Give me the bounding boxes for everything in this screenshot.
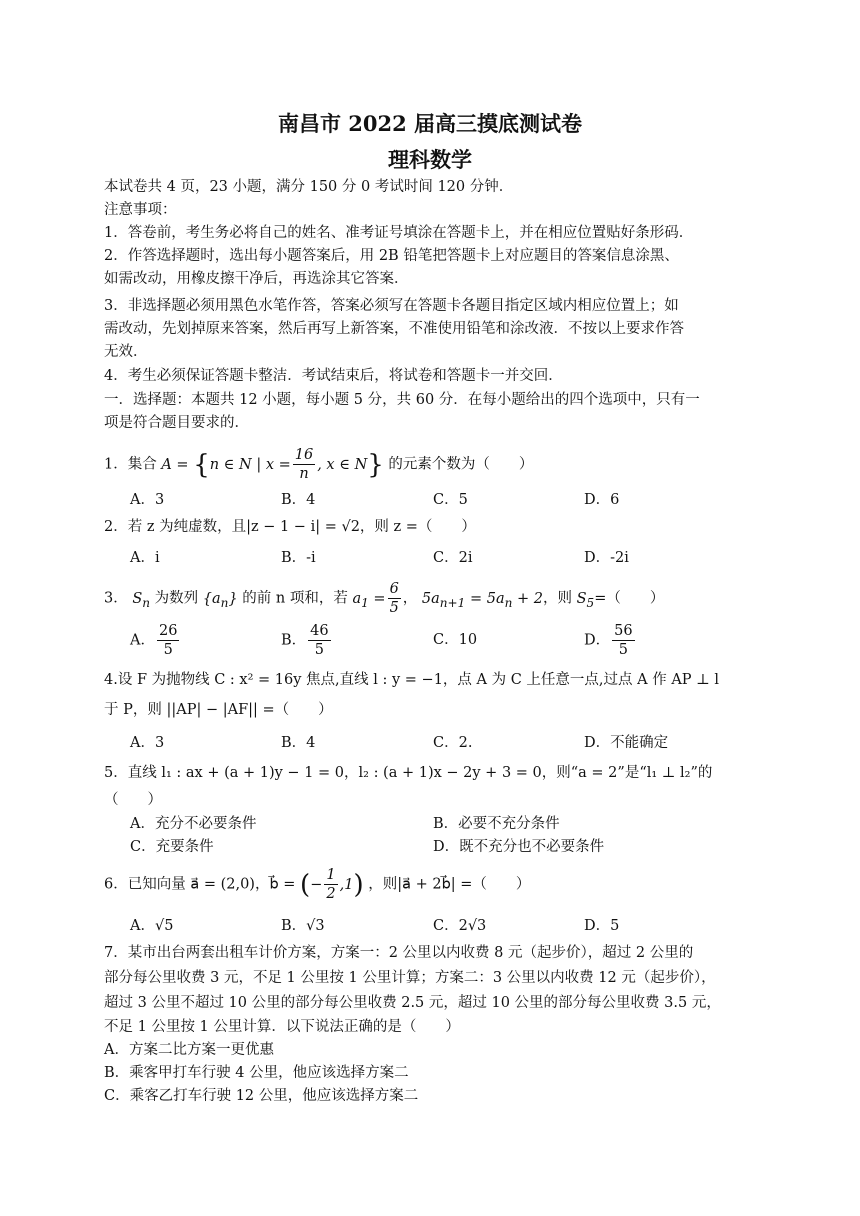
q2-option-d[interactable]: D．-2i: [584, 550, 629, 566]
question-7-line: 不足 1 公里按 1 公里计算．以下说法正确的是（ ）: [104, 1019, 460, 1035]
q3-text: 的前 n 项和，若: [242, 590, 348, 607]
q7-option-b[interactable]: B．乘客甲打车行驶 4 公里，他应该选择方案二: [104, 1065, 409, 1081]
section-heading-cont: 项是符合题目要求的．: [104, 415, 249, 431]
q2-option-b[interactable]: B．-i: [281, 550, 316, 566]
q3-option-c[interactable]: C．10: [433, 632, 478, 648]
notice-line: 无效．: [104, 344, 148, 360]
q6-prefix: 6．已知向量 a⃗ = (2,0)，b⃗ =: [104, 876, 296, 893]
question-4-line1: 4.设 F 为抛物线 C : x² = 16y 焦点,直线 l : y = −1，点 A 为 C 上任意一点,过点 A 作 AP ⊥ l: [104, 672, 720, 688]
notice-line: 如需改动，用橡皮擦干净后，再选涂其它答案．: [104, 271, 409, 287]
question-7-line: 部分每公里收费 3 元，不足 1 公里按 1 公里计算；方案二：3 公里以内收费 12 元（起步价），: [104, 970, 716, 986]
q7-option-a[interactable]: A．方案二比方案一更优惠: [104, 1042, 274, 1058]
q3-number: 3．: [104, 590, 128, 607]
q3-sequence: $\{a_n\}$: [202, 590, 238, 610]
q4-option-c[interactable]: C．2.: [433, 735, 473, 751]
q1-suffix: 的元素个数为（ ）: [388, 456, 534, 473]
question-7-line: 7．某市出台两套出租车计价方案，方案一：2 公里以内收费 8 元（起步价），超过 2 公里的: [104, 945, 694, 961]
q4-option-b[interactable]: B．4: [281, 735, 316, 751]
question-3: [104, 580, 664, 617]
q3-sn: $S_n$: [132, 590, 151, 610]
q1-option-b[interactable]: B．4: [281, 492, 316, 508]
q6-suffix: ，则|a⃗ + 2b⃗| =（ ）: [368, 876, 531, 893]
q1-option-d[interactable]: D．6: [584, 492, 620, 508]
notice-heading: 注意事项：: [104, 202, 177, 218]
question-4-line2: 于 P，则 ||AP| − |AF|| =（ ）: [104, 702, 333, 718]
notice-line: 需改动，先划掉原来答案，然后再写上新答案，不准使用铅笔和涂改液．不按以上要求作答: [104, 321, 684, 337]
q5-option-a[interactable]: A．充分不必要条件: [130, 816, 257, 832]
q5-option-b[interactable]: B．必要不充分条件: [433, 816, 560, 832]
q6-option-a[interactable]: A．√5: [130, 918, 174, 934]
q3-text: 为数列: [154, 590, 199, 607]
question-1: [104, 446, 533, 483]
q3-text: ，: [402, 590, 418, 607]
question-7-line: 超过 3 公里不超过 10 公里的部分每公里收费 2.5 元，超过 10 公里的部分每公里收费 3.5 元，: [104, 995, 721, 1011]
q1-option-a[interactable]: A．3: [130, 492, 165, 508]
exam-title: 南昌市 2022 届高三摸底测试卷: [277, 111, 583, 136]
question-5-line2: （ ）: [104, 792, 162, 808]
q3-text: ，则: [543, 590, 572, 607]
intro-text: 本试卷共 4 页，23 小题，满分 150 分 0 考试时间 120 分钟．: [104, 179, 514, 195]
q6-option-d[interactable]: D．5: [584, 918, 620, 934]
exam-subtitle: 理科数学: [388, 147, 472, 172]
notice-line: 2．作答选择题时，选出每小题答案后，用 2B 铅笔把答题卡上对应题目的答案信息涂黑、: [104, 248, 679, 264]
q7-option-c[interactable]: C．乘客乙打车行驶 12 公里，他应该选择方案二: [104, 1088, 419, 1104]
q3-text: =（ ）: [594, 590, 665, 607]
q1-option-c[interactable]: C．5: [433, 492, 468, 508]
question-2: 2．若 z 为纯虚数，且|z − 1 − i| = √2，则 z =（ ）: [104, 519, 476, 535]
notice-line: 1．答卷前，考生务必将自己的姓名、准考证号填涂在答题卡上，并在相应位置贴好条形码．: [104, 225, 694, 241]
q4-option-d[interactable]: D．不能确定: [584, 735, 669, 751]
q3-recurrence: $5a_{n+1} = 5a_n + 2$: [421, 590, 543, 610]
notice-line: 3．非选择题必须用黑色水笔作答，答案必须写在答题卡各题目指定区域内相应位置上；如: [104, 298, 679, 314]
question-6: [104, 866, 530, 903]
q6-option-b[interactable]: B．√3: [281, 918, 325, 934]
question-5-line1: 5．直线 l₁ : ax + (a + 1)y − 1 = 0，l₂ : (a + 1)x − 2y + 3 = 0，则“a = 2”是“l₁ ⊥ l₂”的: [104, 765, 713, 781]
notice-line: 4．考生必须保证答题卡整洁．考试结束后，将试卷和答题卡一并交回．: [104, 368, 563, 384]
q5-option-d[interactable]: D．既不充分也不必要条件: [433, 839, 605, 855]
q3-s5: $S_5$: [576, 590, 595, 610]
q3-option-d[interactable]: D． $\frac{56}{5}$: [584, 623, 633, 658]
q1-prefix: 1．集合: [104, 456, 157, 473]
q3-option-b[interactable]: B． $\frac{46}{5}$: [281, 623, 329, 658]
q1-set-formula: A = {n ∈ N | x = $\frac{16}{n}$ , x ∈ N}: [161, 447, 384, 482]
q2-option-a[interactable]: A．i: [130, 550, 160, 566]
q3-option-a[interactable]: A． $\frac{26}{5}$: [130, 623, 178, 658]
q6-option-c[interactable]: C．2√3: [433, 918, 487, 934]
q3-a1: $a_1$ = $\frac{6}{5}$: [352, 581, 399, 616]
q6-vector-b: (− $\frac{1}{2}$ ,1): [300, 867, 364, 902]
q4-option-a[interactable]: A．3: [130, 735, 165, 751]
section-heading: 一．选择题：本题共 12 小题，每小题 5 分，共 60 分．在每小题给出的四个选项中，只有一: [104, 392, 700, 408]
q2-option-c[interactable]: C．2i: [433, 550, 473, 566]
q5-option-c[interactable]: C．充要条件: [130, 839, 214, 855]
